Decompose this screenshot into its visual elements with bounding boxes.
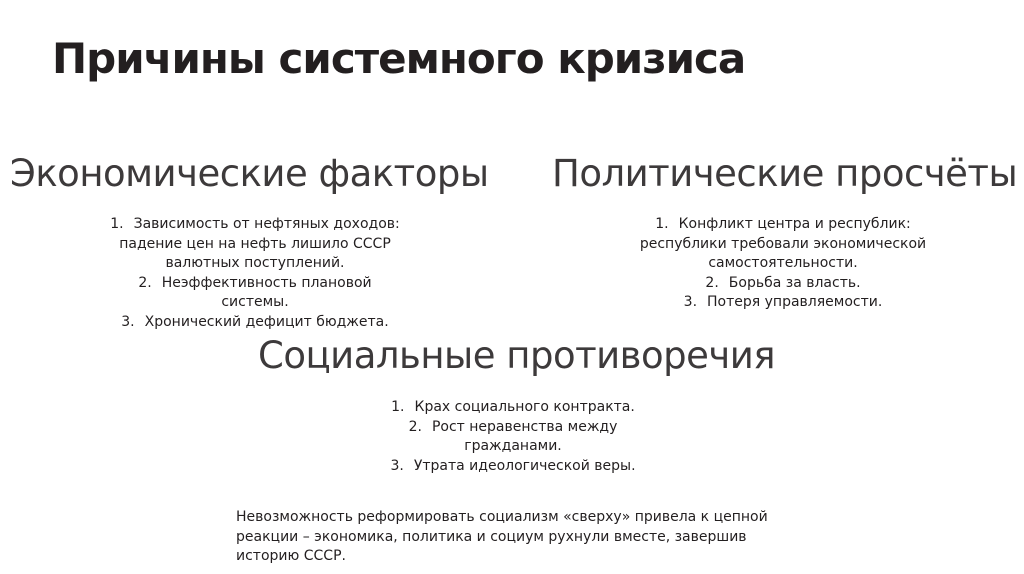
social-contradictions-heading: Социальные противоречия [258, 334, 776, 377]
item-text: Конфликт центра и республик: республики требовали экономической самостоятельности. [639, 216, 927, 271]
item-text: Потеря управляемости. [707, 294, 883, 310]
item-text: Борьба за власть. [728, 274, 861, 291]
item-number: 1. [655, 216, 669, 232]
political-miscalculations-heading: Политические просчёты [552, 152, 1018, 195]
political-miscalculations-list [628, 215, 938, 313]
social-contradictions-list [368, 398, 658, 476]
economic-factors-heading: Экономические факторы [10, 152, 489, 195]
item-number: 2. [408, 418, 422, 435]
list-item [368, 418, 658, 457]
item-text: Рост неравенства между гражданами. [431, 418, 618, 454]
item-number: 3. [390, 457, 404, 474]
slide-title: Причины системного кризиса [52, 34, 746, 83]
list-item [110, 313, 400, 333]
list-item [368, 457, 658, 477]
item-number: 1. [110, 216, 124, 232]
item-number: 2. [705, 274, 719, 291]
item-text: Утрата идеологической веры. [413, 457, 636, 474]
item-number: 3. [683, 294, 698, 310]
list-item [110, 274, 400, 313]
list-item [368, 398, 658, 418]
list-item [628, 274, 938, 294]
item-text: Неэффективность плановой системы. [161, 274, 372, 310]
list-item [628, 293, 938, 313]
item-text: Зависимость от нефтяных доходов: падение цен на нефть лишило СССР валютных поступлений. [119, 216, 400, 271]
conclusion-text: Невозможность реформировать социализм «сверху» привела к цепной реакции – экономика, политика и социум рухнули вместе, завершив историю СССР. [236, 509, 768, 564]
list-item [110, 215, 400, 274]
item-text: Крах социального контракта. [414, 399, 635, 415]
item-number: 2. [138, 274, 152, 291]
item-number: 1. [391, 399, 405, 415]
list-item [628, 215, 938, 274]
economic-factors-list [110, 215, 400, 332]
item-number: 3. [121, 313, 135, 330]
item-text: Хронический дефицит бюджета. [144, 313, 389, 330]
